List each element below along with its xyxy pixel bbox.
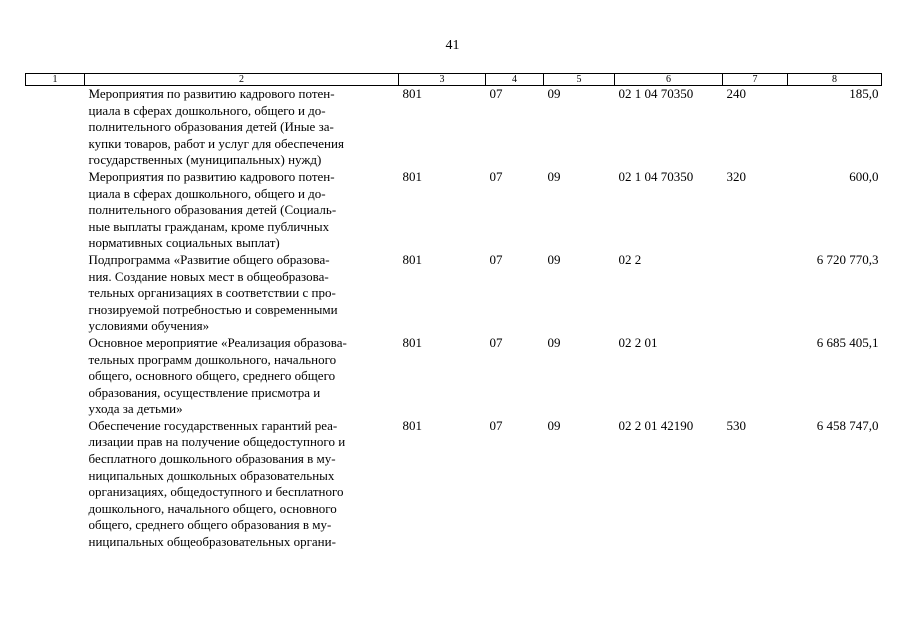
cell-amount: 6 685 405,1 [816, 334, 879, 350]
page-number: 41 [445, 38, 460, 53]
budget-table [25, 73, 882, 551]
cell-subsection-code: 09 [547, 251, 561, 267]
cell-item-name: Подпрограмма «Развитие общего образова- ния. Создание новых мест в общеобразова- тельных организациях в соответствии с про- гнозируемой потребностью и современными условиями обучения» [88, 251, 338, 334]
cell-section-code: 07 [489, 86, 503, 101]
cell-expense-type [723, 335, 788, 418]
cell-target-article: 02 1 04 70350 [618, 86, 694, 101]
cell-subsection-code: 09 [547, 168, 561, 184]
cell-empty [26, 335, 85, 418]
table-row [26, 169, 882, 252]
cell-department-code: 801 [402, 86, 422, 101]
cell-section-code: 07 [489, 168, 503, 184]
cell-expense-type: 530 [726, 417, 746, 433]
cell-section-code: 07 [489, 251, 503, 267]
column-header-8: 8 [788, 74, 882, 86]
cell-item-name: Мероприятия по развитию кадрового потен- циала в сферах дошкольного, общего и до- полнительного образования детей (Социаль- ные выплаты гражданам, кроме публичных нормативных социальных выплат) [88, 168, 337, 251]
table-row [26, 418, 882, 551]
column-header-7: 7 [723, 74, 788, 86]
cell-department-code: 801 [402, 334, 422, 350]
column-header-3: 3 [399, 74, 486, 86]
table-row [26, 252, 882, 335]
cell-section-code: 07 [489, 334, 503, 350]
column-header-2: 2 [85, 74, 399, 86]
column-header-5: 5 [544, 74, 615, 86]
cell-amount: 185,0 [849, 86, 879, 101]
cell-empty [26, 169, 85, 252]
cell-subsection-code: 09 [547, 417, 561, 433]
cell-empty [26, 418, 85, 551]
cell-section-code: 07 [489, 417, 503, 433]
cell-empty [26, 86, 85, 169]
cell-expense-type [723, 252, 788, 335]
column-header-1: 1 [26, 74, 85, 86]
cell-department-code: 801 [402, 168, 422, 184]
cell-item-name: Обеспечение государственных гарантий реа- лизации прав на получение общедоступного и бесплатного дошкольного образования в му- ниципальных дошкольных образовательных организациях, общедоступного и бесплатного дошкольного, начального общего, основного общего, среднего общего образования в му- ниципальных общеобразовательных органи- [88, 417, 346, 550]
cell-subsection-code: 09 [547, 334, 561, 350]
cell-target-article: 02 2 [618, 251, 642, 267]
cell-empty [26, 252, 85, 335]
cell-department-code: 801 [402, 251, 422, 267]
cell-expense-type: 240 [726, 86, 746, 101]
cell-amount: 600,0 [849, 168, 879, 184]
cell-target-article: 02 1 04 70350 [618, 168, 694, 184]
cell-item-name: Мероприятия по развитию кадрового потен- циала в сферах дошкольного, общего и до- полнительного образования детей (Иные за- купки товаров, работ и услуг для обеспечения государственных (муниципальных) нужд) [88, 86, 344, 168]
cell-subsection-code: 09 [547, 86, 561, 101]
column-header-6: 6 [615, 74, 723, 86]
cell-target-article: 02 2 01 42190 [618, 417, 694, 433]
table-row [26, 86, 882, 169]
cell-amount: 6 458 747,0 [816, 417, 879, 433]
column-header-4: 4 [486, 74, 544, 86]
cell-item-name: Основное мероприятие «Реализация образова- тельных программ дошкольного, начального общего, основного общего, среднего общего образования, осуществление присмотра и ухода за детьми» [88, 334, 347, 417]
cell-target-article: 02 2 01 [618, 334, 658, 350]
column-number-header-row [26, 74, 882, 86]
cell-expense-type: 320 [726, 168, 746, 184]
cell-department-code: 801 [402, 417, 422, 433]
cell-amount: 6 720 770,3 [816, 251, 879, 267]
table-body [26, 86, 882, 551]
table-row [26, 335, 882, 418]
